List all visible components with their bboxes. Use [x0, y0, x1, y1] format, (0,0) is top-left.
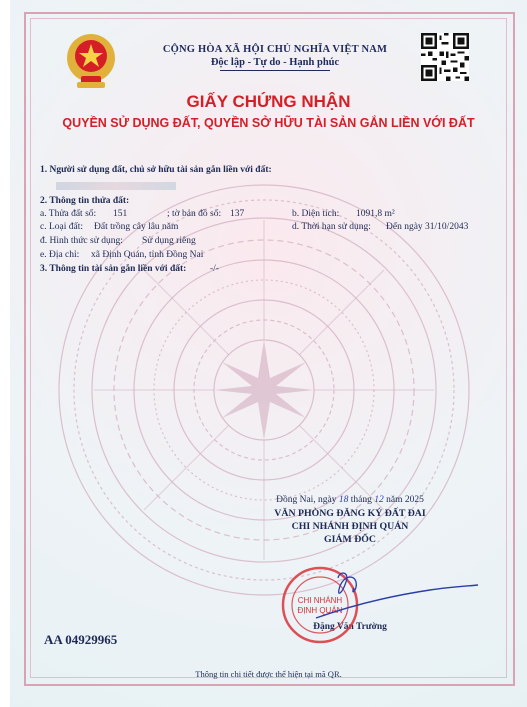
area-label: b. Diện tích: [292, 209, 340, 219]
address-value: xã Định Quán, tỉnh Đồng Nai [91, 250, 204, 260]
issue-month: 12 [374, 495, 384, 505]
signature-block [240, 495, 460, 632]
issue-place: Đồng Nai, ngày [276, 495, 337, 505]
section-3-value: -/- [210, 264, 219, 274]
map-sheet-value: 137 [230, 209, 245, 219]
issue-date-line [240, 495, 460, 505]
parcel-number-label: a. Thửa đất số: [40, 209, 97, 219]
certificate-subtitle: QUYỀN SỬ DỤNG ĐẤT, QUYỀN SỞ HỮU TÀI SẢN GẮN LIỀN VỚI ĐẤT [62, 116, 475, 130]
section-1-heading: 1. Người sử dụng đất, chủ sở hữu tài sản gắn liền với đất: [40, 165, 272, 175]
parcel-number-value: 151 [113, 209, 128, 219]
land-term-value: Đến ngày 31/10/2043 [386, 222, 469, 232]
land-type-label: c. Loại đất: [40, 222, 83, 232]
motto-underline [220, 70, 330, 71]
signer-role: GIÁM ĐỐC [324, 534, 376, 545]
land-type-value: Đất trồng cây lâu năm [94, 222, 179, 232]
handwritten-signature [310, 568, 480, 623]
map-sheet-label: ; tờ bản đồ số: [167, 209, 222, 219]
issue-day: 18 [338, 495, 349, 505]
serial-number: AA 04929965 [44, 632, 118, 647]
issuing-office: VĂN PHÒNG ĐĂNG KÝ ĐẤT ĐAI [274, 508, 426, 519]
seal-text-line2: ĐỊNH QUÁN [297, 606, 343, 615]
section-2-heading: 2. Thông tin thửa đất: [40, 196, 130, 206]
section-3-heading: 3. Thông tin tài sản gắn liền với đất: [40, 264, 187, 274]
redacted-owner-name [56, 182, 176, 190]
country-name: CỘNG HÒA XÃ HỘI CHỦ NGHĨA VIỆT NAM [162, 44, 388, 55]
signer-name: Đặng Văn Trường [313, 622, 387, 632]
issue-year: năm 2025 [386, 495, 424, 505]
seal-text-line1: CHI NHÁNH [297, 596, 343, 605]
issue-month-label: tháng [350, 495, 372, 505]
issuing-branch: CHI NHÁNH ĐỊNH QUÁN [291, 521, 409, 532]
national-motto: Độc lập - Tự do - Hạnh phúc [210, 57, 340, 68]
national-header [130, 44, 420, 71]
usage-form-value: Sử dụng riêng [142, 236, 196, 246]
qr-footer-note: Thông tin chi tiết được thể hiện tại mã QR. [195, 669, 342, 679]
certificate-paper [10, 0, 527, 707]
area-value: 1091,8 m² [356, 209, 395, 219]
usage-form-label: đ. Hình thức sử dụng: [40, 236, 123, 246]
certificate-title: GIẤY CHỨNG NHẬN [186, 92, 351, 111]
land-term-label: d. Thời hạn sử dụng: [292, 222, 371, 232]
qr-code-icon[interactable] [421, 33, 469, 81]
address-label: e. Địa chỉ: [40, 250, 80, 260]
national-emblem-icon [65, 32, 117, 90]
